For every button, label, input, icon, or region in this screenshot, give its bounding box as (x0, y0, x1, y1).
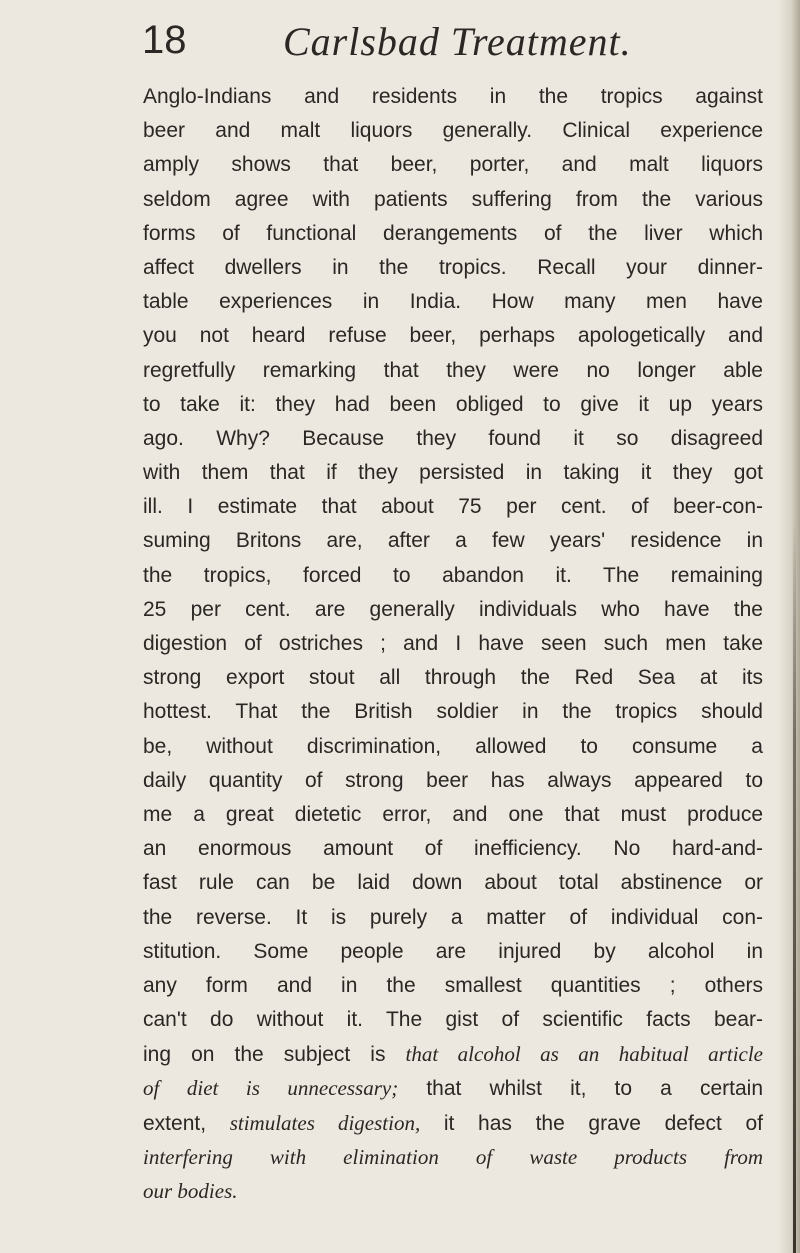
text-line: digestion of ostriches ; and I have seen such men take (143, 632, 763, 655)
text-line: me a great dietetic error, and one that must produce (143, 802, 763, 826)
text-line: the reverse. It is purely a matter of individual con- (143, 905, 763, 929)
text-line: suming Britons are, after a few years' residence in (143, 529, 763, 553)
text-line: extent, stimulates digestion, it has the grave defect of (143, 1110, 763, 1135)
text-line (143, 1174, 763, 1208)
text-line: any form and in the smallest quantities ; others (143, 973, 763, 997)
text-line: table experiences in India. How many men have (143, 290, 763, 314)
italic-phrase: stimulates digestion, (229, 1110, 421, 1135)
text-line: beer and malt liquors generally. Clinical experience (143, 119, 763, 143)
text-line: 25 per cent. are generally individuals who have the (143, 597, 763, 621)
text-line: seldom agree with patients suffering from the various (143, 187, 763, 211)
text-line: an enormous amount of inefficiency. No hard-and- (143, 837, 763, 861)
text-line: fast rule can be laid down about total abstinence or (143, 871, 763, 895)
text-line: strong export stout all through the Red Sea at its (143, 666, 763, 690)
text-line: Anglo-Indians and residents in the tropics against (143, 85, 763, 108)
text-line: with them that if they persisted in taking it they got (143, 461, 763, 485)
binding-edge-line (793, 520, 796, 1253)
text-line: daily quantity of strong beer has always appeared to (143, 768, 763, 792)
text-line: hottest. That the British soldier in the tropics should (143, 700, 763, 724)
text-line: stitution. Some people are injured by alcohol in (143, 939, 763, 963)
text-line: forms of functional derangements of the liver which (143, 221, 763, 245)
body-text (143, 80, 763, 1208)
text-line: the tropics, forced to abandon it. The remaining (143, 563, 763, 587)
page-number: 18 (142, 18, 187, 62)
italic-phrase: of diet is unnecessary; (143, 1076, 399, 1101)
text-line: can't do without it. The gist of scientific facts bear- (143, 1008, 763, 1032)
text-line: ago. Why? Because they found it so disagreed (143, 426, 763, 450)
text-line: be, without discrimination, allowed to consume a (143, 734, 763, 758)
text-line: amply shows that beer, porter, and malt liquors (143, 153, 763, 177)
running-title: Carlsbad Treatment. (283, 19, 632, 64)
text-line: ing on the subject is that alcohol as an habitual article (143, 1042, 764, 1067)
page-edge-shadow (778, 0, 800, 1253)
text-line: you not heard refuse beer, perhaps apologetically and (143, 324, 763, 348)
text-line (143, 1140, 763, 1174)
italic-phrase: that alcohol as an habitual article (405, 1042, 764, 1067)
text-line: regretfully remarking that they were no longer able (143, 358, 763, 382)
text-line: of diet is unnecessary; that whilst it, to a certain (143, 1076, 763, 1101)
italic-phrase: interfering with elimination of waste products from (143, 1144, 763, 1169)
text-line: ill. I estimate that about 75 per cent. of beer-con- (143, 495, 763, 519)
page-header (0, 18, 800, 78)
text-line: affect dwellers in the tropics. Recall your dinner- (143, 255, 763, 279)
italic-phrase: our bodies. (143, 1179, 238, 1203)
text-line: to take it: they had been obliged to give it up years (143, 392, 763, 416)
